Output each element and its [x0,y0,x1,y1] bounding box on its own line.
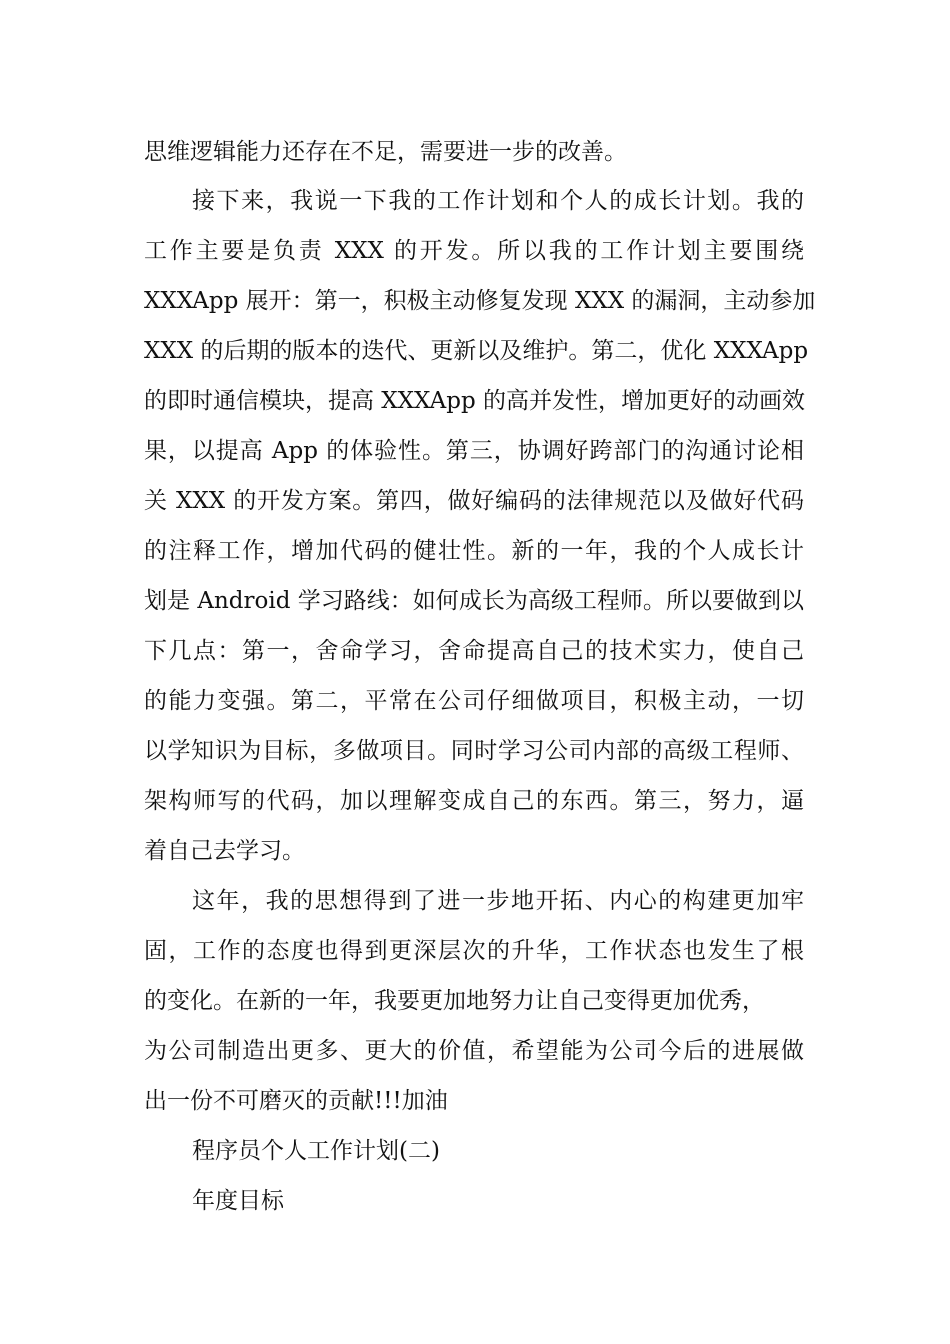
paragraph-line: XXX 的后期的版本的迭代、更新以及维护。第二，优化 XXXApp [144,338,809,364]
paragraph-line: 关 XXX 的开发方案。第四，做好编码的法律规范以及做好代码 [144,488,804,514]
paragraph-line: 着自己去学习。 [144,838,305,864]
paragraph-line: 接下来，我说一下我的工作计划和个人的成长计划。我的 [192,188,804,214]
paragraph-line: 划是 Android 学习路线：如何成长为高级工程师。所以要做到以 [144,588,804,614]
section-title: 程序员个人工作计划(二) [192,1138,440,1164]
paragraph-line: 下几点：第一，舍命学习，舍命提高自己的技术实力，使自己 [144,638,804,664]
paragraph-line: 思维逻辑能力还存在不足，需要进一步的改善。 [144,139,627,165]
paragraph-line: 的能力变强。第二，平常在公司仔细做项目，积极主动，一切 [144,688,804,714]
section-heading: 年度目标 [192,1188,284,1214]
paragraph-line: 的即时通信模块，提高 XXXApp 的高并发性，增加更好的动画效 [144,388,805,414]
paragraph-line: 出一份不可磨灭的贡献!!!加油 [144,1088,448,1114]
paragraph-line: 架构师写的代码，加以理解变成自己的东西。第三，努力，逼 [144,788,804,814]
paragraph-line: 工作主要是负责 XXX 的开发。所以我的工作计划主要围绕 [144,238,804,264]
paragraph-line: 的变化。在新的一年，我要更加地努力让自己变得更加优秀， [144,988,765,1014]
paragraph-line: 果，以提高 App 的体验性。第三，协调好跨部门的沟通讨论相 [144,438,804,464]
paragraph-line: 以学知识为目标，多做项目。同时学习公司内部的高级工程师、 [144,738,804,764]
paragraph-line: XXXApp 展开：第一，积极主动修复发现 XXX 的漏洞，主动参加 [144,288,816,314]
paragraph-line: 这年，我的思想得到了进一步地开拓、内心的构建更加牢 [192,888,804,914]
paragraph-line: 的注释工作，增加代码的健壮性。新的一年，我的个人成长计 [144,538,804,564]
paragraph-line: 为公司制造出更多、更大的价值，希望能为公司今后的进展做 [144,1038,804,1064]
paragraph-line: 固，工作的态度也得到更深层次的升华，工作状态也发生了根 [144,938,804,964]
